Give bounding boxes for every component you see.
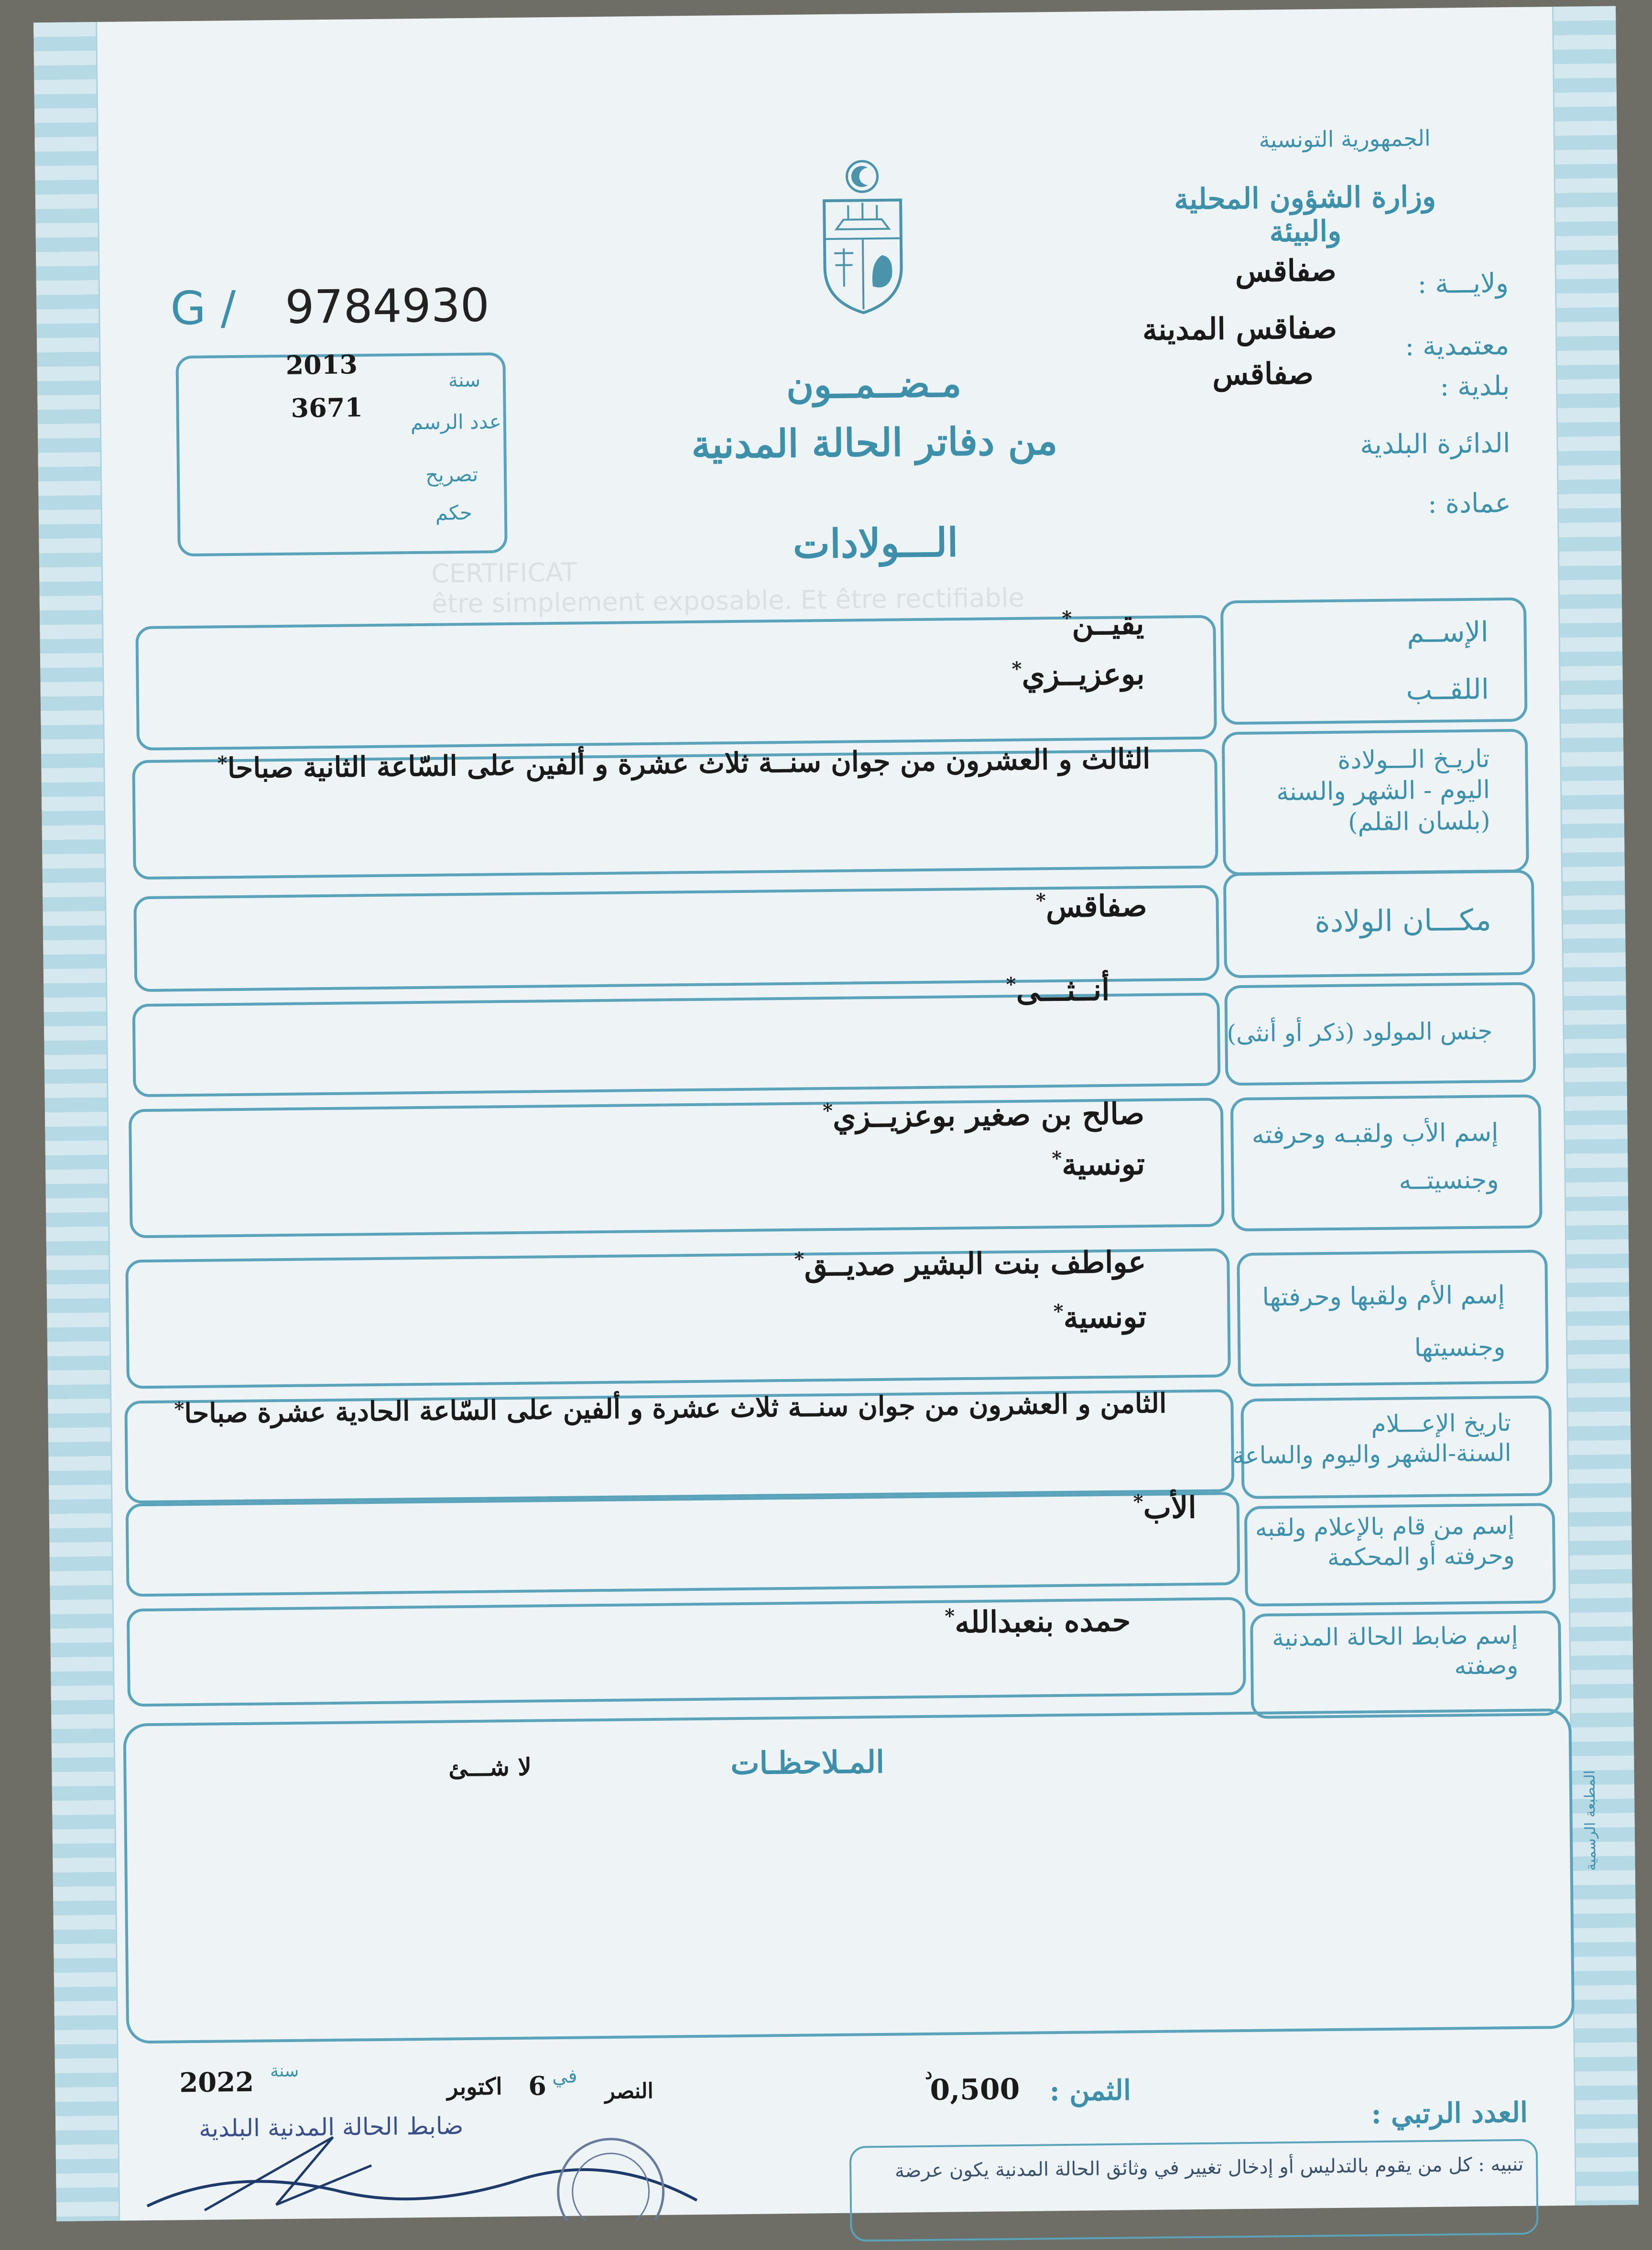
- mother-nationality-value: تونسية*: [1053, 1299, 1147, 1335]
- father-label: إسم الأب ولقبـه وحرفته وجنسيتــه: [1251, 1118, 1499, 1196]
- officer-stamp-text: ضابط الحالة المدنية البلدية: [198, 2112, 464, 2142]
- footer-year-label: سنة: [270, 2061, 299, 2081]
- wilaya-label: ولايـــة :: [1417, 268, 1509, 300]
- first-name-label: الإســم: [1406, 615, 1489, 649]
- first-name-value: يقيــن*: [1062, 606, 1144, 642]
- omda-label: عمادة :: [1427, 488, 1511, 520]
- declarant-value-box: [126, 1492, 1240, 1597]
- birth-date-label: تاريـخ الـــولادة اليوم - الشهر والسنة (بلسان القلم): [1276, 744, 1491, 837]
- footer-day: 6: [528, 2070, 547, 2101]
- birth-place-label: مكـــان الولادة: [1314, 902, 1492, 939]
- footer-year-value: 2022: [179, 2066, 254, 2099]
- declarant-value: الأب*: [1133, 1490, 1197, 1526]
- decorative-border-left: [33, 22, 120, 2221]
- declaration-label: تصريح: [425, 462, 478, 487]
- serial-label: العدد الرتبي :: [1371, 2096, 1528, 2130]
- footer-month: اكتوبر: [447, 2073, 502, 2101]
- gender-value-box: [132, 992, 1221, 1097]
- print-code: المطبعة الرسمية: [1581, 1770, 1599, 1871]
- judgment-label: حكم: [435, 500, 473, 525]
- remarks-label: المـلاحظـات: [730, 1744, 885, 1782]
- footer-date-prefix: في: [552, 2065, 577, 2088]
- mother-name-value: عواطف بنت البشير صديــق*: [794, 1244, 1146, 1283]
- district-label: الدائرة البلدية: [1359, 428, 1511, 461]
- birth-place-value: صفاقس*: [1035, 888, 1147, 924]
- record-number-label: عدد الرسم: [410, 410, 502, 435]
- price-unit: د: [924, 2064, 933, 2084]
- gender-label: جنس المولود (ذكر أو أنثى): [1227, 1017, 1493, 1048]
- republic-name: الجمهورية التونسية: [1259, 125, 1431, 153]
- serial-number: 9784930: [284, 278, 490, 334]
- declarant-label: إسم من قام بالإعلام ولقبه وحرفته أو المحكمة: [1255, 1511, 1515, 1571]
- mother-label: إسم الأم ولقبها وحرفتها وجنسيتها: [1262, 1281, 1506, 1363]
- price-label: الثمن :: [1049, 2074, 1131, 2108]
- delegation-label: معتمدية :: [1405, 330, 1510, 362]
- footer-city: النصر: [605, 2078, 654, 2104]
- certificate-sheet: [33, 6, 1639, 2221]
- ministry-name: وزارة الشؤون المحلية والبيئة: [1174, 180, 1436, 249]
- record-year-label: سنة: [448, 369, 481, 392]
- wilaya-value: صفاقس: [1235, 252, 1337, 289]
- record-number-value: 3671: [291, 392, 363, 424]
- father-name-value: صالح بن صغير بوعزيــزي*: [822, 1096, 1145, 1134]
- serial-prefix: G /: [170, 281, 237, 336]
- warning-text: تنبيه : كل من يقوم بالتدليس أو إدخال تغيير في وثائق الحالة المدنية يكون عرضة: [894, 2153, 1524, 2182]
- title-line2: من دفاتر الحالة المدنية: [691, 418, 1058, 467]
- price-value: 0,500: [930, 2072, 1020, 2107]
- declaration-date-label: تاريخ الإعـــلام السنة-الشهر واليوم والساعة: [1232, 1409, 1511, 1469]
- title-line3: الـــولادات: [793, 520, 958, 567]
- civil-officer-value: حمده بنعبدالله*: [945, 1603, 1131, 1640]
- delegation-value: صفاقس المدينة: [1142, 310, 1337, 348]
- civil-officer-label: إسم ضابط الحالة المدنية وصفته: [1272, 1621, 1519, 1680]
- coat-of-arms-emblem: [814, 157, 911, 315]
- declaration-date-value: الثامن و العشرون من جوان سنــة ثلاث عشرة و ألفين على السّاعة الحادية عشرة صباحا*: [174, 1387, 1167, 1430]
- record-year-value: 2013: [285, 349, 358, 380]
- municipality-label: بلدية :: [1440, 370, 1510, 402]
- remarks-value: لا شـــئ: [448, 1752, 532, 1782]
- municipality-value: صفاقس: [1212, 356, 1314, 392]
- last-name-value: بوعزيــزي*: [1011, 656, 1145, 693]
- title-line1: مـضــمــون: [786, 362, 962, 407]
- last-name-label: اللقــب: [1406, 673, 1489, 707]
- birth-date-value: الثالث و العشرون من جوان سنــة ثلاث عشرة و ألفين على السّاعة الثانية صباحا*: [217, 742, 1151, 785]
- gender-value: أنــثـــى*: [1006, 972, 1110, 1008]
- father-nationality-value: تونسية*: [1052, 1146, 1145, 1182]
- background-watermark: CERTIFICAT être simplement exposable. Et être rectifiable: [431, 557, 1025, 619]
